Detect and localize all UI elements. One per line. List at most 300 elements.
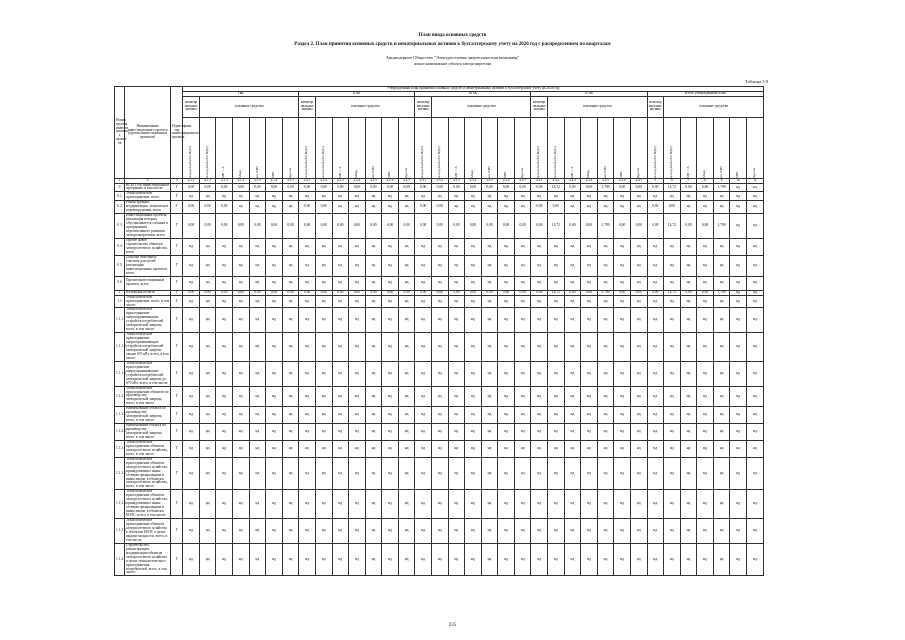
row-value: нд: [730, 457, 747, 490]
row-value: 0,00: [365, 183, 382, 192]
row-value: нд: [564, 386, 581, 407]
row-value: нд: [199, 239, 216, 256]
row-value: нд: [266, 386, 283, 407]
row-value: нд: [680, 424, 697, 441]
row-value: нд: [365, 201, 382, 214]
row-value: нд: [664, 295, 681, 308]
row-value: 0,00: [498, 214, 515, 239]
row-value: 0,00: [199, 290, 216, 295]
row-value: 0,00: [630, 290, 647, 295]
row-value: нд: [398, 333, 415, 362]
row-value: нд: [266, 239, 283, 256]
row-value: 1,789: [597, 214, 614, 239]
row-value: нд: [398, 386, 415, 407]
row-value: нд: [448, 308, 465, 333]
row-value: нд: [531, 276, 548, 290]
sub-label: км ЛЭП: [254, 165, 259, 178]
sub-label: млн рублей (без НДС): [420, 145, 425, 178]
row-value: нд: [514, 255, 531, 276]
row-value: нд: [315, 239, 332, 256]
row-value: нд: [448, 490, 465, 519]
col-number: 4.4.2: [548, 178, 565, 183]
row-value: нд: [365, 239, 382, 256]
row-value: нд: [349, 308, 366, 333]
row-value: нд: [548, 386, 565, 407]
row-value: нд: [315, 255, 332, 276]
row-value: нд: [514, 276, 531, 290]
row-value: нд: [713, 276, 730, 290]
row-id: Г: [171, 214, 183, 239]
row-value: нд: [481, 295, 498, 308]
row-value: 0,00: [233, 290, 250, 295]
row-value: 1,789: [597, 183, 614, 192]
row-value: нд: [249, 490, 266, 519]
row-value: нд: [647, 440, 664, 457]
sub-label: км ЛЭП: [486, 165, 491, 178]
row-value: нд: [531, 490, 548, 519]
row-id: Г: [171, 407, 183, 424]
col-header-intangibles: нематер иальные активы: [299, 96, 316, 117]
col-number: 4.4.7: [630, 178, 647, 183]
table-row: [115, 519, 764, 544]
row-value: нд: [465, 386, 482, 407]
row-number: 1.1.4: [115, 543, 125, 576]
row-value: нд: [448, 239, 465, 256]
row-value: нд: [315, 295, 332, 308]
row-value: нд: [531, 457, 548, 490]
row-value: нд: [415, 490, 432, 519]
row-value: нд: [216, 239, 233, 256]
col-header-sub: [614, 117, 631, 178]
row-value: нд: [233, 440, 250, 457]
row-value: 0,00: [299, 183, 316, 192]
row-value: нд: [713, 543, 730, 576]
sub-label: МВт: [387, 170, 392, 178]
row-value: нд: [249, 386, 266, 407]
row-value: 1,789: [713, 214, 730, 239]
row-value: нд: [614, 386, 631, 407]
row-value: нд: [498, 192, 515, 201]
row-value: нд: [315, 490, 332, 519]
row-value: нд: [382, 424, 399, 441]
row-value: 0,00: [531, 183, 548, 192]
row-value: нд: [680, 440, 697, 457]
row-value: нд: [216, 276, 233, 290]
col-header-sub: [266, 117, 283, 178]
row-value: нд: [382, 333, 399, 362]
row-value: нд: [481, 201, 498, 214]
row-name: Технологическое присоединение энергопринимающих устройств потребителей электрической энергии свыше 670 кВт, всего, в том числе:: [125, 333, 171, 362]
col-number: 3: [171, 178, 183, 183]
row-value: нд: [514, 333, 531, 362]
row-value: нд: [614, 308, 631, 333]
row-value: нд: [498, 276, 515, 290]
row-value: нд: [183, 295, 200, 308]
row-value: нд: [680, 519, 697, 544]
row-value: 0,00: [614, 183, 631, 192]
row-value: нд: [614, 276, 631, 290]
row-value: нд: [398, 239, 415, 256]
row-value: нд: [431, 333, 448, 362]
row-value: нд: [332, 276, 349, 290]
row-value: 0,00: [465, 214, 482, 239]
row-value: нд: [680, 407, 697, 424]
row-value: нд: [266, 519, 283, 544]
row-value: нд: [216, 308, 233, 333]
col-header-total: Итого утвержденный план: [647, 91, 764, 96]
row-value: нд: [614, 440, 631, 457]
row-value: нд: [548, 333, 565, 362]
table-row: [115, 490, 764, 519]
row-name: Прочие инвестиционные проекты, всего: [125, 276, 171, 290]
row-value: нд: [349, 424, 366, 441]
row-value: нд: [664, 490, 681, 519]
row-value: 0,00: [564, 214, 581, 239]
row-value: нд: [498, 440, 515, 457]
row-value: нд: [199, 457, 216, 490]
row-value: нд: [564, 519, 581, 544]
row-value: нд: [514, 386, 531, 407]
row-value: нд: [647, 239, 664, 256]
row-value: нд: [697, 201, 714, 214]
row-value: 0,00: [697, 183, 714, 192]
row-value: нд: [481, 192, 498, 201]
row-value: нд: [365, 276, 382, 290]
row-value: 0,00: [299, 214, 316, 239]
row-value: нд: [199, 440, 216, 457]
row-value: 0,00: [630, 214, 647, 239]
row-value: нд: [697, 295, 714, 308]
col-header-q2: II кв.: [299, 91, 415, 96]
row-value: 0,00: [216, 290, 233, 295]
col-number: 6: [664, 178, 681, 183]
row-value: нд: [465, 192, 482, 201]
row-value: нд: [448, 201, 465, 214]
row-value: нд: [349, 519, 366, 544]
col-header-sub: [713, 117, 730, 178]
row-value: нд: [249, 407, 266, 424]
row-value: нд: [647, 276, 664, 290]
col-number: 4.3.1: [415, 178, 432, 183]
sub-label: МВ×А: [337, 165, 342, 178]
row-value: 1,789: [713, 183, 730, 192]
col-number: 4.1.3: [216, 178, 233, 183]
row-value: нд: [431, 239, 448, 256]
row-value: 0,00: [415, 183, 432, 192]
row-value: нд: [365, 361, 382, 386]
row-value: нд: [564, 457, 581, 490]
row-id: Г: [171, 308, 183, 333]
row-value: нд: [498, 519, 515, 544]
row-value: 0,00: [216, 201, 233, 214]
col-number: 4.3.2: [431, 178, 448, 183]
col-number: 4.2.6: [382, 178, 399, 183]
row-value: 0,00: [183, 290, 200, 295]
row-value: нд: [299, 333, 316, 362]
row-value: нд: [664, 407, 681, 424]
row-value: нд: [465, 457, 482, 490]
row-value: нд: [614, 457, 631, 490]
row-id: Г: [171, 192, 183, 201]
row-value: 0,00: [481, 290, 498, 295]
col-header-sub: [448, 117, 465, 178]
row-value: нд: [431, 255, 448, 276]
row-value: нд: [216, 192, 233, 201]
col-number: 4.4.3: [564, 178, 581, 183]
row-value: нд: [299, 407, 316, 424]
row-value: нд: [514, 239, 531, 256]
row-value: нд: [431, 457, 448, 490]
row-value: нд: [365, 519, 382, 544]
row-value: 0,00: [365, 214, 382, 239]
row-value: нд: [713, 333, 730, 362]
row-value: нд: [216, 440, 233, 457]
row-value: нд: [680, 333, 697, 362]
row-value: нд: [431, 543, 448, 576]
table-row: [115, 276, 764, 290]
row-value: нд: [697, 361, 714, 386]
row-value: нд: [266, 295, 283, 308]
row-value: нд: [233, 490, 250, 519]
row-value: нд: [332, 361, 349, 386]
row-value: нд: [183, 239, 200, 256]
row-value: 0,00: [216, 214, 233, 239]
row-value: нд: [630, 424, 647, 441]
row-value: нд: [365, 333, 382, 362]
row-value: нд: [630, 295, 647, 308]
row-value: нд: [415, 424, 432, 441]
row-value: нд: [415, 333, 432, 362]
row-value: 0,00: [415, 290, 432, 295]
row-value: нд: [465, 361, 482, 386]
row-value: нд: [531, 333, 548, 362]
row-value: 0,00: [697, 214, 714, 239]
row-value: нд: [216, 255, 233, 276]
row-value: 0,00: [564, 183, 581, 192]
row-value: нд: [597, 457, 614, 490]
row-value: нд: [315, 386, 332, 407]
row-value: нд: [697, 407, 714, 424]
row-value: нд: [382, 201, 399, 214]
row-value: нд: [282, 361, 299, 386]
row-value: нд: [398, 543, 415, 576]
row-value: нд: [647, 361, 664, 386]
row-value: нд: [548, 519, 565, 544]
row-value: нд: [581, 457, 598, 490]
row-value: нд: [382, 361, 399, 386]
row-value: нд: [647, 386, 664, 407]
row-value: нд: [465, 519, 482, 544]
row-value: нд: [614, 295, 631, 308]
row-value: нд: [398, 457, 415, 490]
row-value: нд: [597, 424, 614, 441]
row-value: 0,00: [282, 183, 299, 192]
row-value: 0,00: [365, 290, 382, 295]
row-value: нд: [697, 333, 714, 362]
row-value: нд: [199, 361, 216, 386]
row-value: 0,00: [481, 214, 498, 239]
row-value: нд: [183, 457, 200, 490]
row-value: 0,00: [465, 290, 482, 295]
row-value: 0,00: [299, 290, 316, 295]
row-value: нд: [481, 543, 498, 576]
row-value: нд: [581, 255, 598, 276]
row-value: 0,00: [349, 183, 366, 192]
row-value: нд: [415, 361, 432, 386]
row-value: нд: [713, 295, 730, 308]
row-value: нд: [199, 519, 216, 544]
col-header-intangibles: нематер иальные активы: [415, 96, 432, 117]
sub-label: МВт: [735, 170, 740, 178]
col-number: 4.1.5: [249, 178, 266, 183]
row-value: нд: [597, 239, 614, 256]
row-number: 1.1.1.1: [115, 333, 125, 362]
row-value: нд: [233, 407, 250, 424]
row-value: нд: [614, 201, 631, 214]
row-value: нд: [581, 386, 598, 407]
row-id: Г: [171, 543, 183, 576]
row-value: нд: [680, 386, 697, 407]
row-value: нд: [498, 239, 515, 256]
row-value: нд: [266, 255, 283, 276]
row-value: нд: [431, 440, 448, 457]
row-value: нд: [299, 295, 316, 308]
row-value: нд: [514, 457, 531, 490]
row-value: нд: [531, 407, 548, 424]
row-value: нд: [249, 255, 266, 276]
col-header-sub: [597, 117, 614, 178]
row-value: нд: [282, 255, 299, 276]
row-value: 0,00: [382, 290, 399, 295]
row-value: нд: [382, 543, 399, 576]
row-value: нд: [249, 276, 266, 290]
row-name: Технологическое присоединение объектов электросетевого хозяйства, принадлежащих иным сетевым организациям и иным лицам, к объектам ЕНЭС, всего, в том числе:: [125, 490, 171, 519]
col-header-q1: I кв.: [183, 91, 299, 96]
row-value: нд: [564, 440, 581, 457]
row-name: Инвестиционные проекты, реализация которых обуславливается схемами и программами перспективного развития электроэнергетики, всего: [125, 214, 171, 239]
col-header-sub: [282, 117, 299, 178]
row-value: 0,00: [315, 290, 332, 295]
row-value: нд: [680, 192, 697, 201]
row-value: нд: [730, 308, 747, 333]
row-id: Г: [171, 255, 183, 276]
row-value: нд: [498, 295, 515, 308]
col-number: 4.2.4: [349, 178, 366, 183]
row-value: нд: [581, 276, 598, 290]
row-value: нд: [664, 255, 681, 276]
row-value: нд: [581, 361, 598, 386]
row-value: 0,00: [680, 290, 697, 295]
row-value: нд: [315, 407, 332, 424]
row-value: нд: [730, 201, 747, 214]
row-value: нд: [249, 361, 266, 386]
row-value: нд: [713, 457, 730, 490]
col-number: 10: [730, 178, 747, 183]
row-name: Технологическое присоединение объектов электросетевого хозяйства к объектам ЕНЭС в целях выдачи мощности, всего, в том числе:: [125, 519, 171, 544]
row-value: нд: [431, 308, 448, 333]
row-value: нд: [664, 239, 681, 256]
row-value: нд: [199, 295, 216, 308]
row-value: нд: [630, 361, 647, 386]
row-value: 14,72: [548, 183, 565, 192]
row-value: нд: [216, 519, 233, 544]
row-value: нд: [664, 386, 681, 407]
row-value: нд: [746, 290, 763, 295]
row-value: нд: [349, 457, 366, 490]
col-header-sub: [746, 117, 763, 178]
row-value: нд: [183, 386, 200, 407]
row-value: нд: [531, 424, 548, 441]
col-number: 4.2.5: [365, 178, 382, 183]
row-value: нд: [233, 239, 250, 256]
row-value: нд: [249, 308, 266, 333]
row-value: нд: [365, 424, 382, 441]
row-value: нд: [382, 519, 399, 544]
row-value: нд: [697, 386, 714, 407]
row-value: нд: [365, 440, 382, 457]
row-value: нд: [465, 440, 482, 457]
row-value: нд: [183, 192, 200, 201]
row-value: нд: [498, 333, 515, 362]
row-value: нд: [730, 290, 747, 295]
row-value: нд: [647, 308, 664, 333]
row-value: 0,00: [448, 290, 465, 295]
row-value: нд: [266, 457, 283, 490]
row-value: нд: [548, 255, 565, 276]
row-value: нд: [697, 519, 714, 544]
row-value: нд: [431, 361, 448, 386]
row-value: нд: [680, 239, 697, 256]
col-number: 4.4.1: [531, 178, 548, 183]
row-value: нд: [233, 201, 250, 214]
row-value: нд: [581, 424, 598, 441]
row-value: нд: [746, 457, 763, 490]
row-value: нд: [266, 543, 283, 576]
row-value: нд: [249, 543, 266, 576]
row-value: 14,72: [548, 290, 565, 295]
col-header-sub: [581, 117, 598, 178]
row-number: 0.5: [115, 255, 125, 276]
row-number: 1.1.2.2: [115, 424, 125, 441]
row-value: нд: [199, 424, 216, 441]
row-value: нд: [183, 440, 200, 457]
row-value: нд: [630, 201, 647, 214]
row-value: нд: [282, 201, 299, 214]
row-id: Г: [171, 424, 183, 441]
row-value: нд: [746, 386, 763, 407]
row-value: нд: [531, 361, 548, 386]
row-value: нд: [282, 407, 299, 424]
row-value: нд: [382, 490, 399, 519]
row-value: нд: [697, 424, 714, 441]
row-value: нд: [730, 333, 747, 362]
col-number: 4.1.6: [266, 178, 283, 183]
row-value: нд: [216, 361, 233, 386]
row-value: нд: [597, 255, 614, 276]
row-value: нд: [249, 192, 266, 201]
page-number: 335: [448, 623, 457, 628]
row-value: нд: [465, 424, 482, 441]
sub-label: млн рублей (без НДС): [204, 145, 209, 178]
row-value: нд: [415, 192, 432, 201]
row-number: 1.1.2.1: [115, 407, 125, 424]
row-value: 0,00: [697, 290, 714, 295]
sub-label: млн рублей (без НДС): [188, 145, 193, 178]
row-value: нд: [183, 543, 200, 576]
row-value: нд: [614, 239, 631, 256]
col-header-q4: IV кв.: [531, 91, 647, 96]
row-value: нд: [299, 519, 316, 544]
